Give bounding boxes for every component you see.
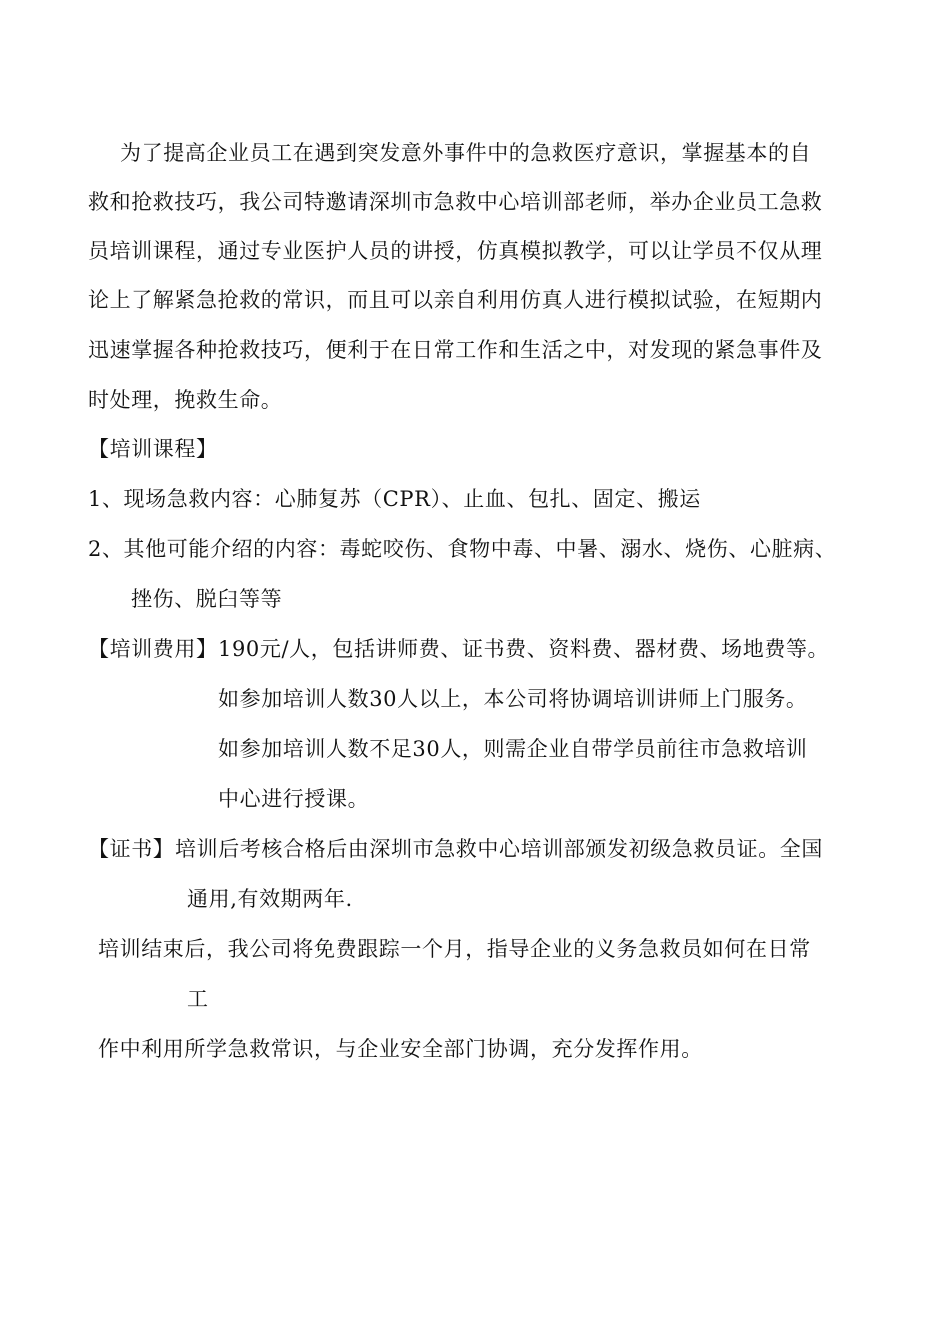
intro-line: 员培训课程，通过专业医护人员的讲授，仿真模拟教学，可以让学员不仅从理 <box>88 239 823 263</box>
fees-line: 中心进行授课。 <box>218 787 370 811</box>
followup-line: 作中利用所学急救常识，与企业安全部门协调，充分发挥作用。 <box>98 1037 703 1061</box>
intro-line: 迅速掌握各种抢救技巧，便利于在日常工作和生活之中，对发现的紧急事件及 <box>88 338 823 362</box>
fees-line: 如参加培训人数不足30人，则需企业自带学员前往市急救培训 <box>218 737 808 761</box>
courses-heading: 【培训课程】 <box>88 437 218 461</box>
intro-line: 论上了解紧急抢救的常识，而且可以亲自利用仿真人进行模拟试验，在短期内 <box>88 288 823 312</box>
intro-line: 时处理，挽救生命。 <box>88 388 283 412</box>
course-item-2-continuation: 挫伤、脱臼等等 <box>131 587 283 611</box>
followup-line: 培训结束后，我公司将免费跟踪一个月，指导企业的义务急救员如何在日常 <box>98 937 811 961</box>
followup-line: 工 <box>187 987 209 1011</box>
certificate-line: 通用,有效期两年. <box>187 887 353 911</box>
fees-line: 190元/人，包括讲师费、证书费、资料费、器材费、场地费等。 <box>218 637 830 661</box>
fees-label: 【培训费用】 <box>88 637 218 661</box>
course-item-2: 2、其他可能介绍的内容：毒蛇咬伤、食物中毒、中暑、溺水、烧伤、心脏病、 <box>88 537 837 561</box>
certificate-label: 【证书】 <box>88 837 175 861</box>
intro-line: 为了提高企业员工在遇到突发意外事件中的急救医疗意识，掌握基本的自 <box>120 141 812 165</box>
course-item-1: 1、现场急救内容：心肺复苏（CPR）、止血、包扎、固定、搬运 <box>88 487 701 511</box>
intro-line: 救和抢救技巧，我公司特邀请深圳市急救中心培训部老师，举办企业员工急救 <box>88 190 823 214</box>
certificate-line: 培训后考核合格后由深圳市急救中心培训部颁发初级急救员证。全国 <box>175 837 823 861</box>
fees-line: 如参加培训人数30人以上，本公司将协调培训讲师上门服务。 <box>218 687 808 711</box>
